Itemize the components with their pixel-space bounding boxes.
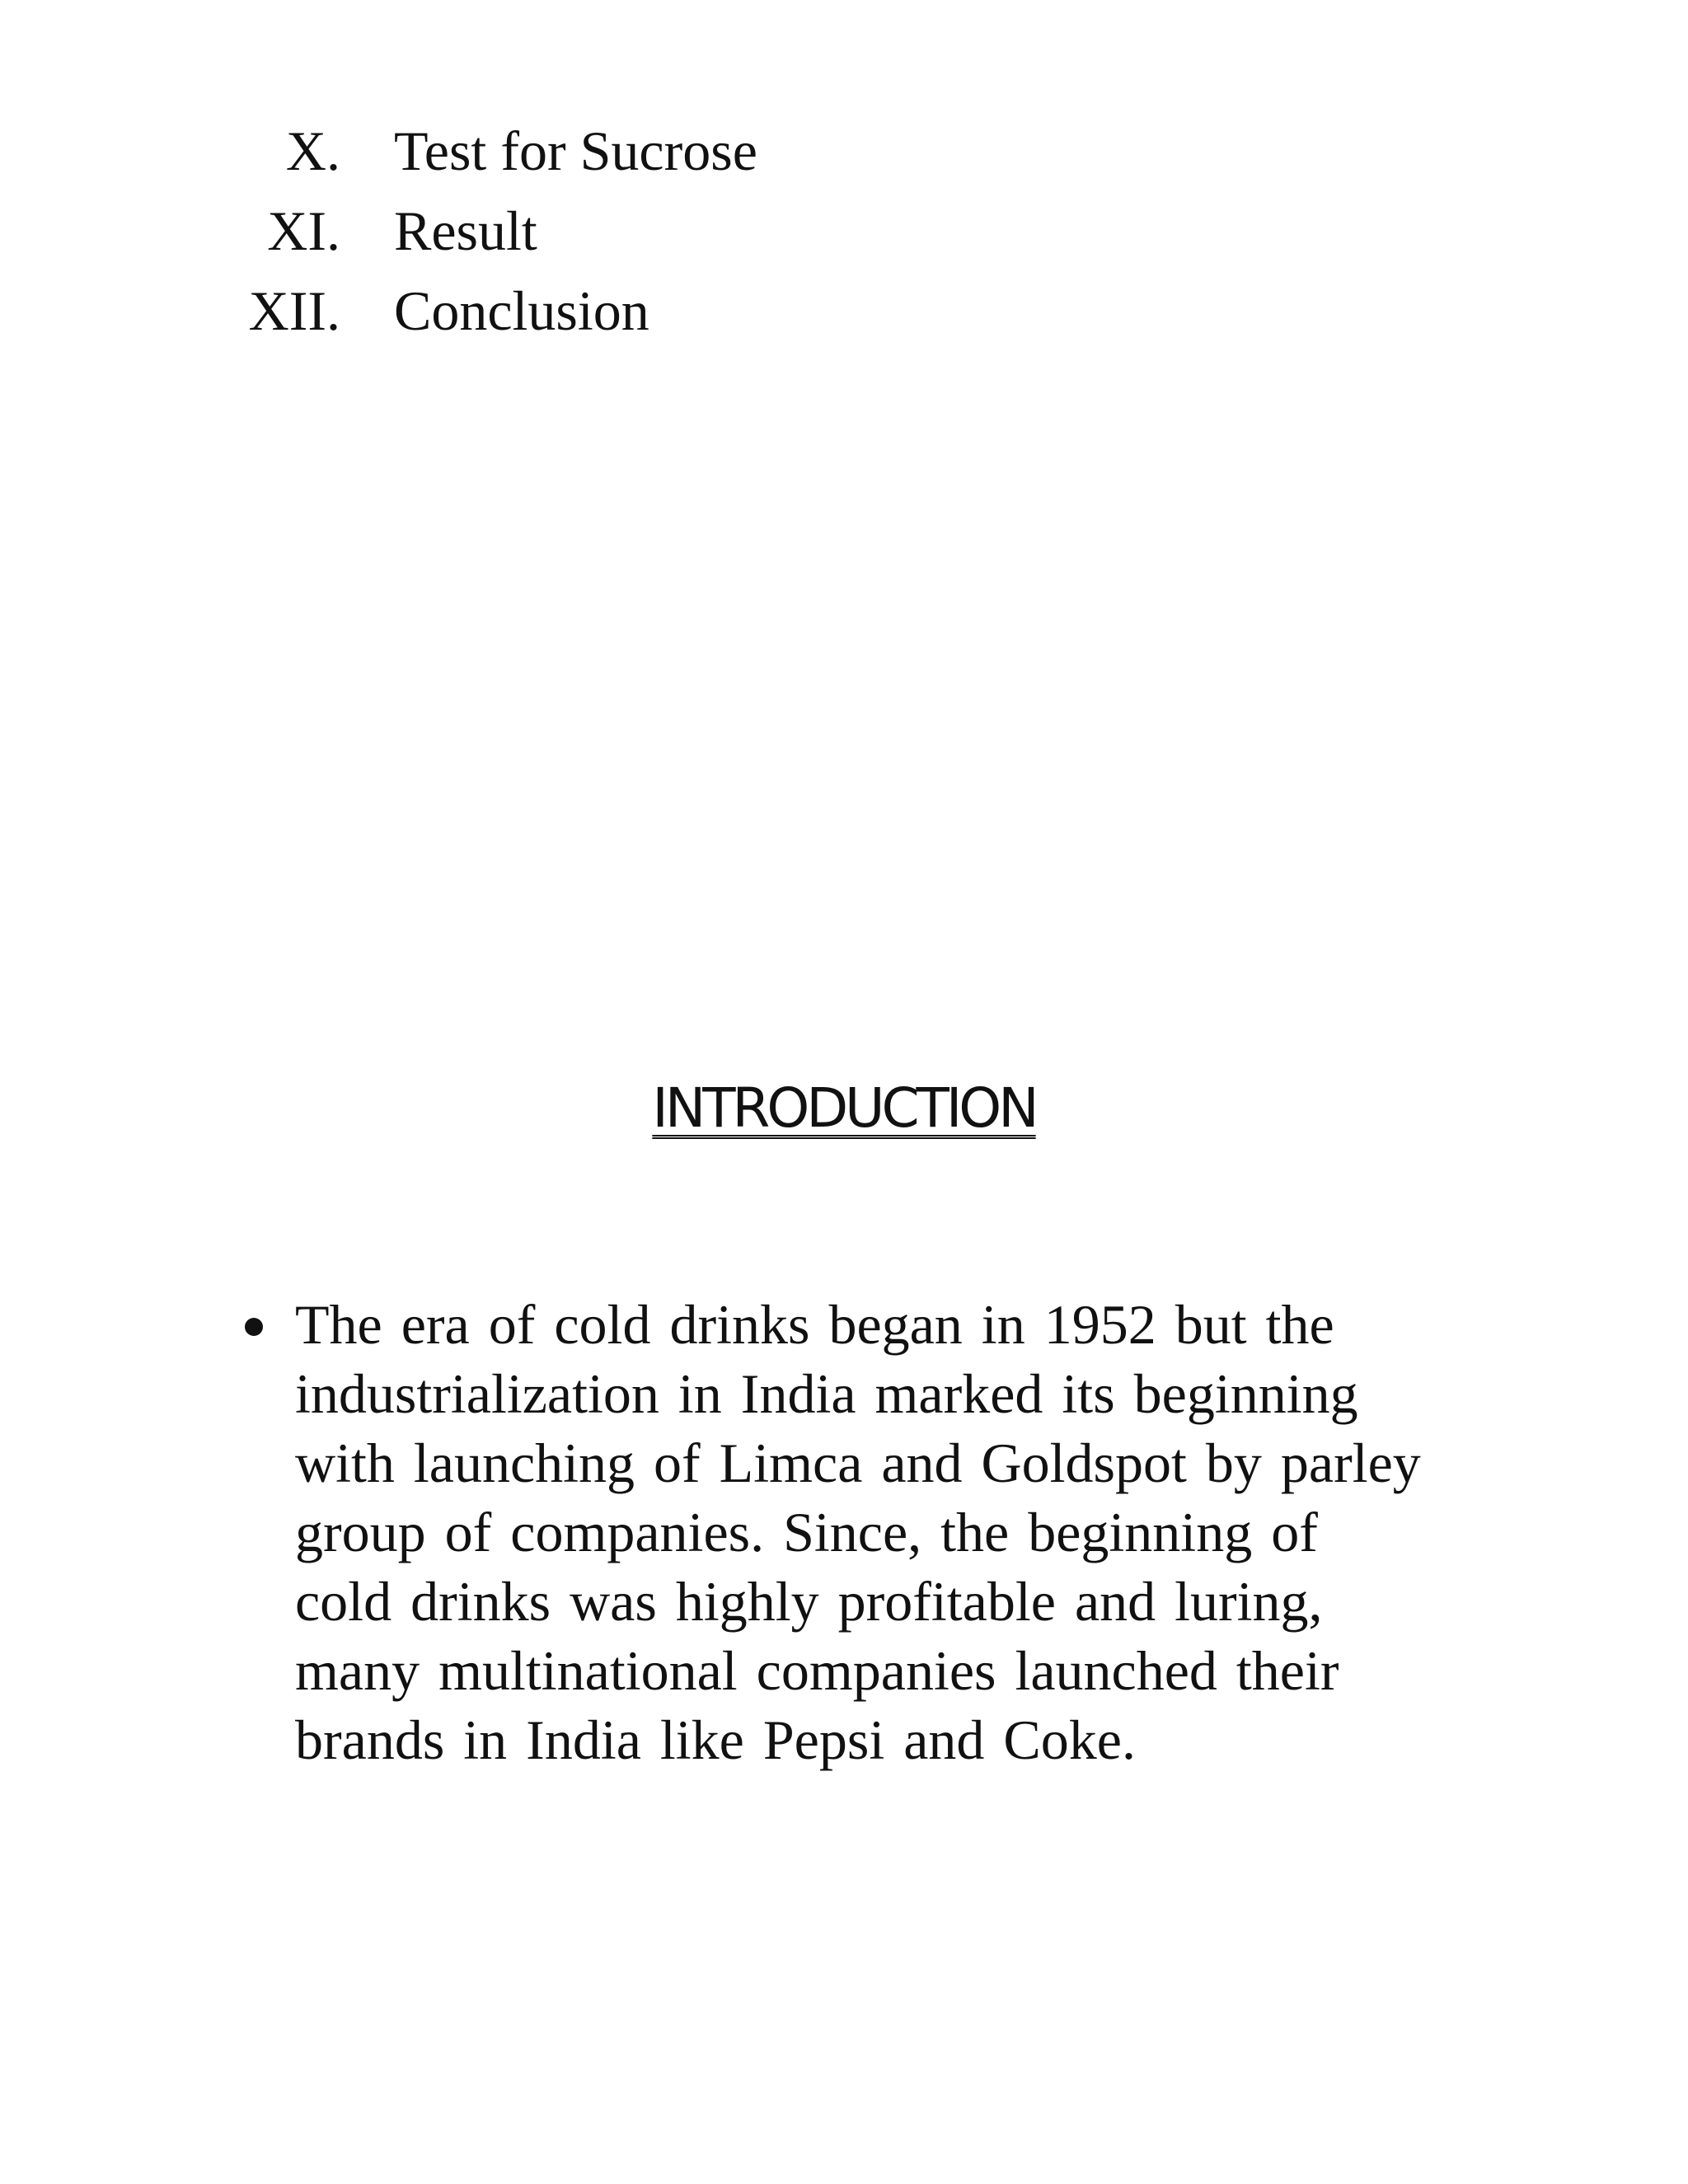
paragraph-line: cold drinks was highly profitable and luring,	[295, 1570, 1323, 1633]
paragraph-line: The era of cold drinks began in 1952 but the	[295, 1293, 1334, 1356]
paragraph-line: with launching of Limca and Goldspot by parley	[295, 1432, 1421, 1494]
contents-item-label: Result	[394, 199, 537, 262]
paragraph-line: group of companies. Since, the beginning of	[295, 1501, 1318, 1563]
paragraph-line: brands in India like Pepsi and Coke.	[295, 1708, 1136, 1771]
contents-item-test-for-sucrose	[0, 111, 1688, 191]
introduction-heading-text: INTRODUCTION	[652, 1076, 1036, 1140]
section-heading	[0, 1071, 1688, 1146]
contents-item-number: X.	[285, 120, 340, 182]
bullet-icon	[245, 1318, 263, 1336]
contents-item-label: Test for Sucrose	[394, 120, 757, 182]
introduction-paragraph	[295, 1290, 1482, 1774]
contents-list	[0, 111, 1688, 351]
contents-item-number: XI.	[267, 199, 340, 262]
paragraph-line: many multinational companies launched their	[295, 1639, 1339, 1702]
contents-item-number: XII.	[248, 279, 340, 342]
contents-item-conclusion	[0, 271, 1688, 351]
paragraph-line: industrialization in India marked its beginning	[295, 1362, 1358, 1425]
contents-item-label: Conclusion	[394, 279, 649, 342]
contents-item-result	[0, 191, 1688, 271]
